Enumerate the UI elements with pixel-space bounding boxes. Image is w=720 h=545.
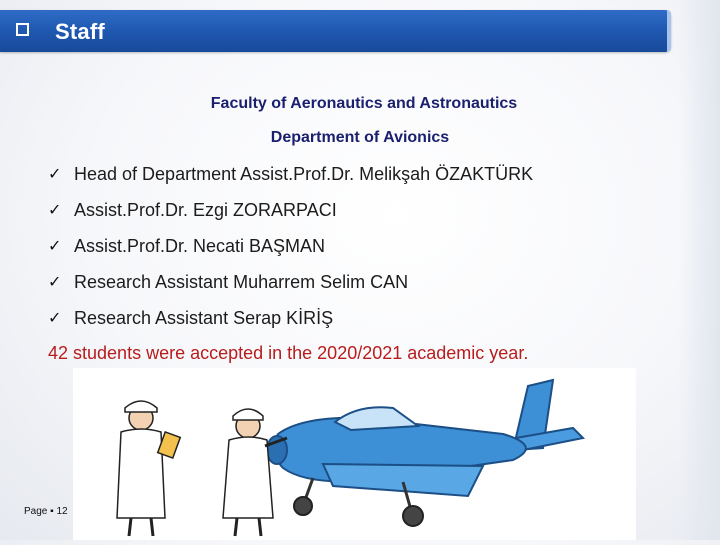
page-number: Page ▪ 12 xyxy=(24,506,68,517)
checkmark-icon: ✓ xyxy=(48,164,62,183)
checkmark-icon: ✓ xyxy=(48,200,62,219)
list-item xyxy=(48,307,533,343)
list-item xyxy=(48,235,533,271)
checkmark-icon: ✓ xyxy=(48,272,62,291)
mechanics-airplane-illustration xyxy=(73,368,636,540)
slide-title: Staff xyxy=(55,19,105,44)
mechanic-left-figure xyxy=(117,401,180,536)
airplane-icon xyxy=(267,380,583,526)
staff-member-text: Research Assistant Serap KİRİŞ xyxy=(74,308,334,328)
square-bullet-icon xyxy=(16,23,29,36)
staff-member-text: Assist.Prof.Dr. Necati BAŞMAN xyxy=(74,236,326,256)
list-item xyxy=(48,271,533,307)
checkmark-icon: ✓ xyxy=(48,236,62,255)
list-item xyxy=(48,163,533,199)
mechanic-right-figure xyxy=(223,409,287,536)
staff-member-text: Assist.Prof.Dr. Ezgi ZORARPACI xyxy=(74,200,337,220)
department-heading: Department of Avionics xyxy=(270,129,450,146)
illustration-svg xyxy=(73,368,636,540)
staff-member-text: Research Assistant Muharrem Selim CAN xyxy=(74,272,409,292)
accepted-students-note: 42 students were accepted in the 2020/2021 academic year. xyxy=(48,343,529,363)
checkmark-icon: ✓ xyxy=(48,308,62,327)
staff-list xyxy=(48,163,533,343)
faculty-heading: Faculty of Aeronautics and Astronautics xyxy=(210,95,518,112)
right-edge-shade xyxy=(678,0,720,540)
list-item xyxy=(48,199,533,235)
staff-member-text: Head of Department Assist.Prof.Dr. Melikşah ÖZAKTÜRK xyxy=(74,164,534,184)
